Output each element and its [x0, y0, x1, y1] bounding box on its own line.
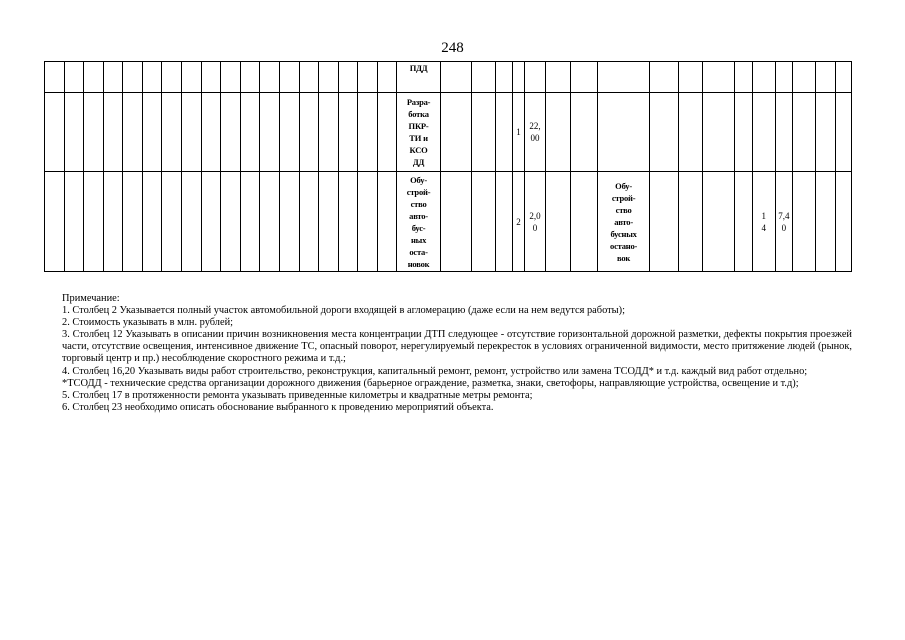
table-row [45, 172, 852, 272]
page-number: 248 [441, 40, 464, 56]
note-item: 4. Столбец 16,20 Указывать виды работ строительство, реконструкция, капитальный ремонт, ремонт, устройство или замена ТСОДД* и т.д. каждый вид работ отдельно; [62, 365, 808, 377]
measure-cell: Разра- ботка ПКР- ТИ и КСО ДД [406, 97, 431, 167]
cost-cell-2: 7,4 0 [778, 210, 790, 233]
note-item: 3. Столбец 12 Указывать в описании причин возникновения места концентрации ДТП следующее - отсутствие горизонтальной дорожной разметки, дефекты покрытия проезжей части, отсутствие освещения, интенсивное движение ТС, опасный поворот, нерегулируемый перекресток в условиях ограниченной видимости, место притяжение людей (рынок, торговый центр и пр.) несоблюдение скоростного режима и т.д.; [62, 329, 852, 365]
cost-cell: 22, 00 [529, 121, 541, 143]
length-cell: 1 4 [761, 210, 766, 233]
measure-cell: ПДД [409, 63, 428, 73]
table-row [45, 62, 852, 93]
note-item: 5. Столбец 17 в протяженности ремонта указывать приведенные километры и квадратные метры ремонта; [62, 389, 533, 401]
table-row [45, 93, 852, 172]
note-item: 6. Столбец 23 необходимо описать обоснование выбранного к проведению мероприятий объекта. [62, 401, 494, 413]
work-kind-cell: Обу- строй- ство авто- бусных остано- вок [610, 180, 638, 263]
notes-title: Примечание: [62, 293, 120, 304]
notes [62, 293, 852, 414]
cost-cell: 2,0 0 [529, 210, 541, 233]
number-cell: 2 [516, 216, 521, 227]
note-item: 2. Стоимость указывать в млн. рублей; [62, 317, 234, 329]
note-item: 1. Столбец 2 Указывается полный участок автомобильной дороги входящей в агломерацию (даже если на нем ведутся работы); [62, 305, 626, 317]
measure-cell: Обу- строй- ство авто- бус- ных оста- новок [406, 174, 431, 269]
measures-table [44, 61, 852, 272]
note-item: *ТСОДД - технические средства организации дорожного движения (барьерное ограждение, разметка, знаки, светофоры, направляющие устройства, освещение и т.д); [62, 377, 799, 389]
number-cell: 1 [516, 127, 521, 137]
